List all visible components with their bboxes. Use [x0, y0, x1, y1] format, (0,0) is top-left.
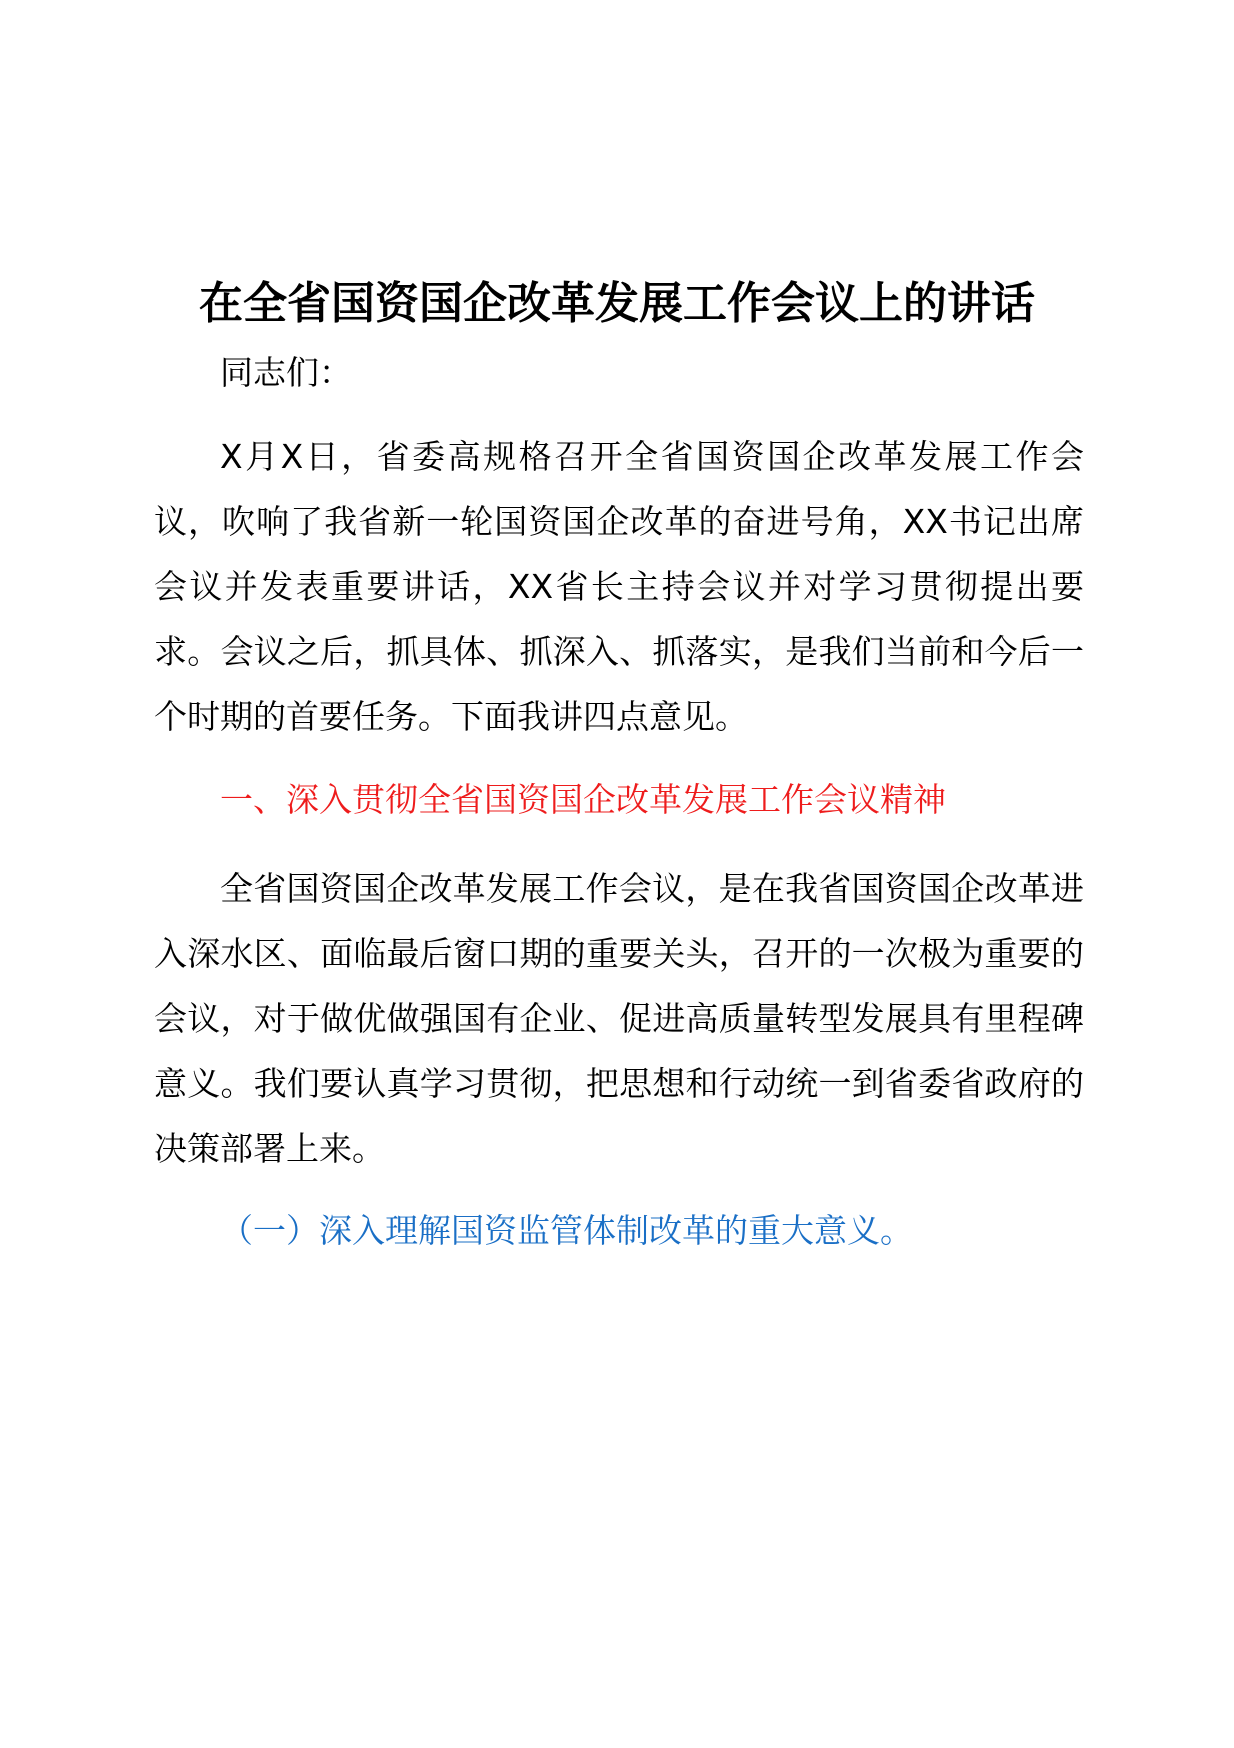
- subsection-heading-1: （一）深入理解国资监管体制改革的重大意义。: [220, 1211, 913, 1250]
- document-title: 在全省国资国企改革发展工作会议上的讲话: [199, 278, 1035, 330]
- intro-paragraph: X月X日，省委高规格召开全省国资国企改革发展工作会议，吹响了我省新一轮国资国企改革的奋进号角，XX书记出席会议并发表重要讲话，XX省长主持会议并对学习贯彻提出要求。会议之后，抓具体、抓深入、抓落实，是我们当前和今后一个时期的首要任务。下面我讲四点意见。: [154, 437, 1084, 736]
- section-heading-1: 一、深入贯彻全省国资国企改革发展工作会议精神: [220, 780, 946, 819]
- salutation: 同志们：: [220, 353, 352, 392]
- section1-body-paragraph: 全省国资国企改革发展工作会议，是在我省国资国企改革进入深水区、面临最后窗口期的重要关头，召开的一次极为重要的会议，对于做优做强国有企业、促进高质量转型发展具有里程碑意义。我们要认真学习贯彻，把思想和行动统一到省委省政府的决策部署上来。: [154, 869, 1084, 1168]
